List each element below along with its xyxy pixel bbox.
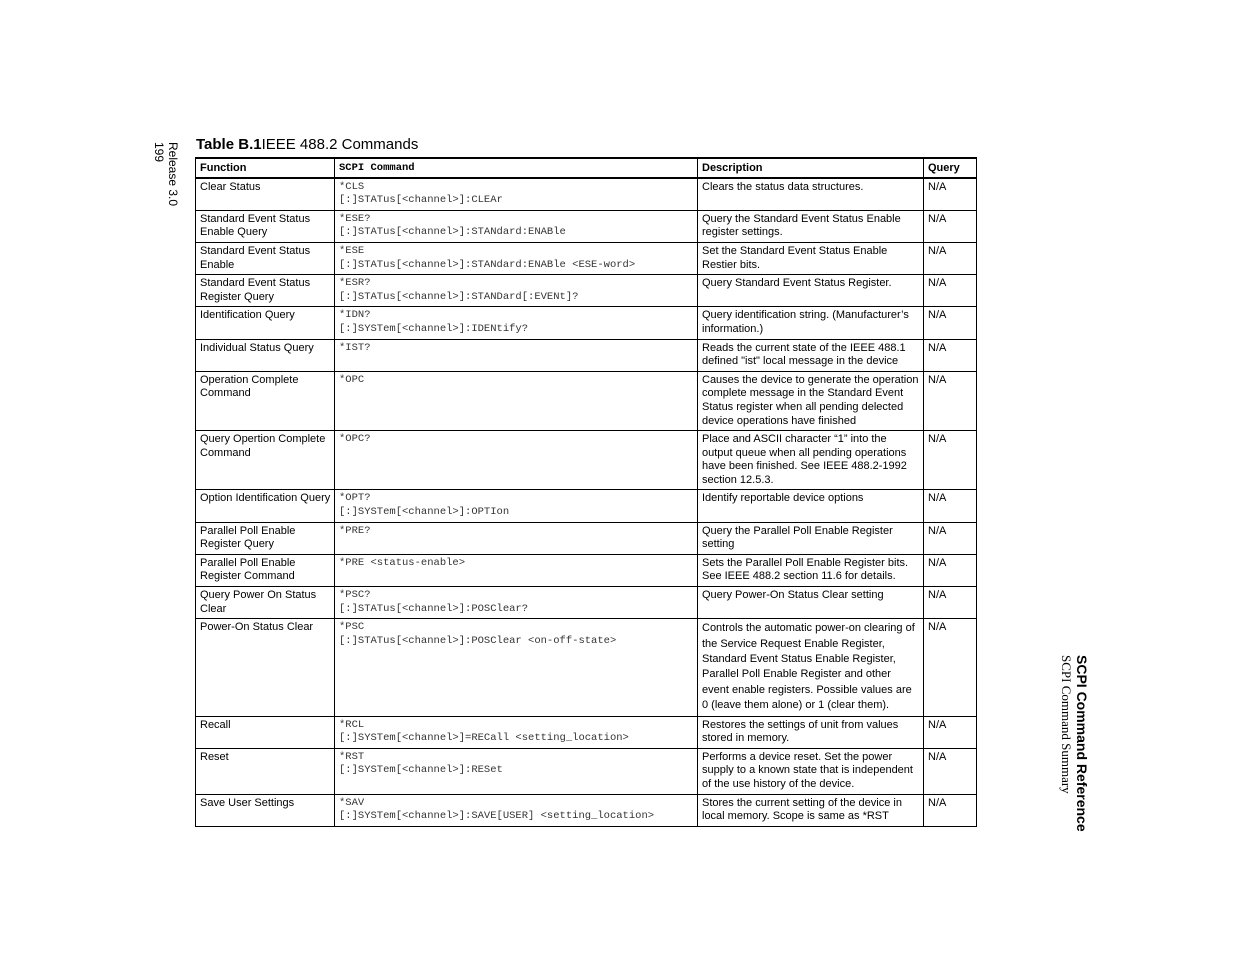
cell-description: Identify reportable device options bbox=[698, 490, 924, 522]
cell-function: Individual Status Query bbox=[196, 339, 335, 371]
header-query: Query bbox=[924, 158, 977, 178]
table-row bbox=[196, 275, 977, 307]
header-command: SCPI Command bbox=[335, 158, 698, 178]
table-row bbox=[196, 748, 977, 794]
cell-query: N/A bbox=[924, 794, 977, 826]
cell-command: *PSC? [:]STATus[<channel>]:POSClear? bbox=[335, 587, 698, 619]
cell-description: Query Power-On Status Clear setting bbox=[698, 587, 924, 619]
cell-command: *IST? bbox=[335, 339, 698, 371]
cell-command: *RST [:]SYSTem[<channel>]:RESet bbox=[335, 748, 698, 794]
cell-query: N/A bbox=[924, 371, 977, 430]
cell-query: N/A bbox=[924, 242, 977, 274]
header-description: Description bbox=[698, 158, 924, 178]
cell-description: Query the Standard Event Status Enable register settings. bbox=[698, 210, 924, 242]
left-margin bbox=[152, 142, 180, 812]
table-row bbox=[196, 619, 977, 716]
cell-query: N/A bbox=[924, 431, 977, 490]
cell-function: Reset bbox=[196, 748, 335, 794]
right-margin bbox=[1058, 655, 1090, 832]
cell-command: *PSC [:]STATus[<channel>]:POSClear <on-off-state> bbox=[335, 619, 698, 716]
cell-function: Power-On Status Clear bbox=[196, 619, 335, 716]
cell-command: *PRE <status-enable> bbox=[335, 554, 698, 586]
cell-description: Reads the current state of the IEEE 488.1 defined "ist" local message in the device bbox=[698, 339, 924, 371]
cell-query: N/A bbox=[924, 307, 977, 339]
cell-command: *ESE [:]STATus[<channel>]:STANdard:ENABle <ESE-word> bbox=[335, 242, 698, 274]
cell-query: N/A bbox=[924, 178, 977, 211]
cell-query: N/A bbox=[924, 522, 977, 554]
cell-query: N/A bbox=[924, 554, 977, 586]
cell-function: Standard Event Status Enable Query bbox=[196, 210, 335, 242]
cell-description: Place and ASCII character “1” into the output queue when all pending operations have been finished. See IEEE 488.2-1992 section 12.5.3. bbox=[698, 431, 924, 490]
cell-function: Operation Complete Command bbox=[196, 371, 335, 430]
table-row bbox=[196, 242, 977, 274]
table-row bbox=[196, 522, 977, 554]
table-row bbox=[196, 794, 977, 826]
cell-command: *CLS [:]STATus[<channel>]:CLEAr bbox=[335, 178, 698, 211]
cell-function: Standard Event Status Register Query bbox=[196, 275, 335, 307]
table-row bbox=[196, 554, 977, 586]
cell-command: *ESR? [:]STATus[<channel>]:STANDard[:EVENt]? bbox=[335, 275, 698, 307]
cell-description: Clears the status data structures. bbox=[698, 178, 924, 211]
cell-command: *OPC bbox=[335, 371, 698, 430]
table-row bbox=[196, 431, 977, 490]
cell-description: Set the Standard Event Status Enable Restier bits. bbox=[698, 242, 924, 274]
subsection-title: SCPI Command Summary bbox=[1059, 655, 1074, 794]
table-row bbox=[196, 587, 977, 619]
cell-function: Clear Status bbox=[196, 178, 335, 211]
cell-query: N/A bbox=[924, 748, 977, 794]
page-number: 199 bbox=[152, 142, 166, 163]
cell-function: Identification Query bbox=[196, 307, 335, 339]
table-caption bbox=[196, 136, 418, 154]
cell-function: Recall bbox=[196, 716, 335, 748]
cell-command: *OPT? [:]SYSTem[<channel>]:OPTIon bbox=[335, 490, 698, 522]
table-title: IEEE 488.2 Commands bbox=[261, 136, 419, 153]
cell-description: Query Standard Event Status Register. bbox=[698, 275, 924, 307]
cell-description: Query identification string. (Manufacturer’s information.) bbox=[698, 307, 924, 339]
table-row bbox=[196, 178, 977, 211]
table-row bbox=[196, 210, 977, 242]
cell-description: Causes the device to generate the operation complete message in the Standard Event Status register when all pending delected device operations have finished bbox=[698, 371, 924, 430]
table-row bbox=[196, 339, 977, 371]
cell-query: N/A bbox=[924, 587, 977, 619]
cell-function: Query Power On Status Clear bbox=[196, 587, 335, 619]
cell-command: *RCL [:]SYSTem[<channel>]=RECall <setting_location> bbox=[335, 716, 698, 748]
table-body bbox=[196, 178, 977, 827]
cell-description: Stores the current setting of the device in local memory. Scope is same as *RST bbox=[698, 794, 924, 826]
cell-function: Parallel Poll Enable Register Query bbox=[196, 522, 335, 554]
cell-function: Standard Event Status Enable bbox=[196, 242, 335, 274]
cell-command: *IDN? [:]SYSTem[<channel>]:IDENtify? bbox=[335, 307, 698, 339]
cell-command: *OPC? bbox=[335, 431, 698, 490]
cell-query: N/A bbox=[924, 339, 977, 371]
table-row bbox=[196, 716, 977, 748]
cell-description: Restores the settings of unit from values stored in memory. bbox=[698, 716, 924, 748]
cell-description: Sets the Parallel Poll Enable Register bits. See IEEE 488.2 section 11.6 for details. bbox=[698, 554, 924, 586]
cell-command: *SAV [:]SYSTem[<channel>]:SAVE[USER] <setting_location> bbox=[335, 794, 698, 826]
table-number: Table B.1 bbox=[196, 136, 262, 153]
cell-function: Save User Settings bbox=[196, 794, 335, 826]
cell-query: N/A bbox=[924, 490, 977, 522]
commands-table bbox=[195, 157, 977, 827]
cell-function: Query Opertion Complete Command bbox=[196, 431, 335, 490]
section-title: SCPI Command Reference bbox=[1074, 655, 1090, 832]
cell-description: Query the Parallel Poll Enable Register setting bbox=[698, 522, 924, 554]
cell-query: N/A bbox=[924, 210, 977, 242]
cell-description: Controls the automatic power-on clearing of the Service Request Enable Register, Standard Event Status Enable Register, Parallel Poll Enable Register and other event enable registers. Possible values are 0 (leave them alone) or 1 (clear them). bbox=[698, 619, 924, 716]
cell-query: N/A bbox=[924, 716, 977, 748]
cell-command: *ESE? [:]STATus[<channel>]:STANdard:ENABle bbox=[335, 210, 698, 242]
table-row bbox=[196, 307, 977, 339]
table-header-row bbox=[196, 158, 977, 178]
cell-command: *PRE? bbox=[335, 522, 698, 554]
release-label: Release 3.0 bbox=[166, 142, 180, 207]
table-row bbox=[196, 490, 977, 522]
cell-query: N/A bbox=[924, 619, 977, 716]
cell-function: Parallel Poll Enable Register Command bbox=[196, 554, 335, 586]
cell-query: N/A bbox=[924, 275, 977, 307]
cell-description: Performs a device reset. Set the power supply to a known state that is independent of the use history of the device. bbox=[698, 748, 924, 794]
header-function: Function bbox=[196, 158, 335, 178]
table-row bbox=[196, 371, 977, 430]
cell-function: Option Identification Query bbox=[196, 490, 335, 522]
